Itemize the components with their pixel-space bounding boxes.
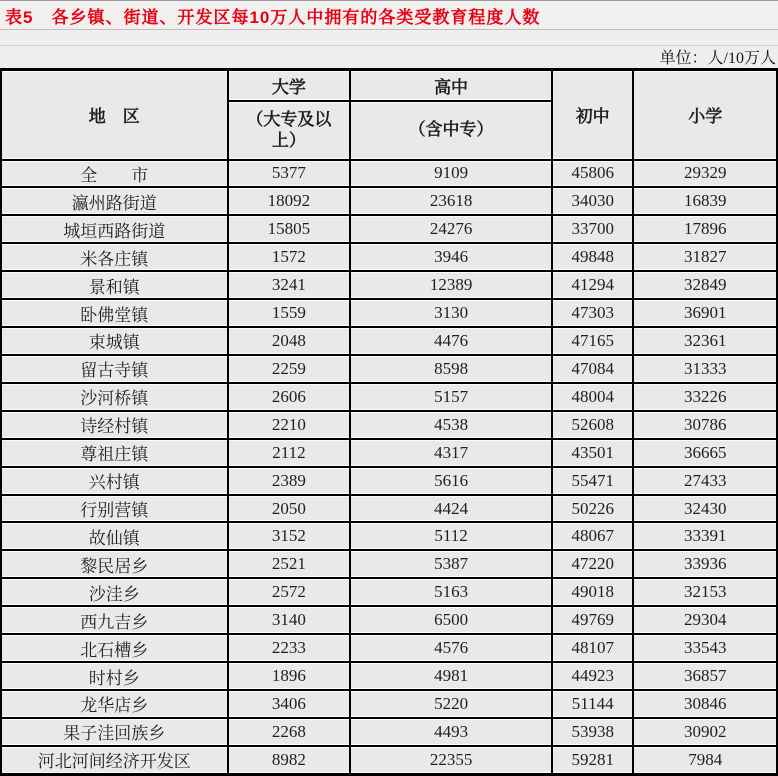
cell-university: 5377 — [228, 160, 351, 188]
cell-primary: 30846 — [633, 690, 777, 718]
cell-university: 3152 — [228, 522, 351, 550]
cell-primary: 16839 — [633, 187, 777, 215]
cell-region: 米各庄镇 — [1, 243, 228, 271]
cell-region: 时村乡 — [1, 662, 228, 690]
cell-university: 2268 — [228, 718, 351, 746]
cell-middle: 48107 — [552, 634, 633, 662]
cell-primary: 33543 — [633, 634, 777, 662]
cell-middle: 48004 — [552, 383, 633, 411]
table-row — [1, 411, 777, 439]
table-row — [1, 690, 777, 718]
table-row — [1, 187, 777, 215]
cell-primary: 32849 — [633, 271, 777, 299]
table-row — [1, 243, 777, 271]
cell-region: 景和镇 — [1, 271, 228, 299]
header-row-top — [1, 70, 777, 101]
cell-region: 行别营镇 — [1, 495, 228, 523]
cell-university: 2233 — [228, 634, 351, 662]
cell-region: 果子洼回族乡 — [1, 718, 228, 746]
cell-middle: 41294 — [552, 271, 633, 299]
cell-middle: 49018 — [552, 578, 633, 606]
cell-middle: 43501 — [552, 439, 633, 467]
header-region: 地 区 — [1, 70, 228, 160]
cell-university: 3241 — [228, 271, 351, 299]
cell-primary: 17896 — [633, 215, 777, 243]
table-row — [1, 634, 777, 662]
cell-region: 留古寺镇 — [1, 355, 228, 383]
cell-region: 故仙镇 — [1, 522, 228, 550]
cell-primary: 31333 — [633, 355, 777, 383]
cell-highschool: 9109 — [350, 160, 552, 188]
cell-highschool: 24276 — [350, 215, 552, 243]
table-row — [1, 606, 777, 634]
cell-region: 北石槽乡 — [1, 634, 228, 662]
cell-region: 河北河间经济开发区 — [1, 746, 228, 775]
cell-middle: 44923 — [552, 662, 633, 690]
cell-university: 1572 — [228, 243, 351, 271]
cell-highschool: 4493 — [350, 718, 552, 746]
cell-region: 沙河桥镇 — [1, 383, 228, 411]
cell-middle: 47220 — [552, 550, 633, 578]
header-university: 大学 — [228, 70, 351, 101]
table-row — [1, 467, 777, 495]
cell-university: 2050 — [228, 495, 351, 523]
cell-middle: 49769 — [552, 606, 633, 634]
page-title: 表5 各乡镇、街道、开发区每10万人中拥有的各类受教育程度人数 — [5, 7, 541, 27]
cell-highschool: 22355 — [350, 746, 552, 775]
cell-university: 2606 — [228, 383, 351, 411]
table-row — [1, 718, 777, 746]
cell-region: 诗经村镇 — [1, 411, 228, 439]
cell-region: 兴村镇 — [1, 467, 228, 495]
cell-region: 西九吉乡 — [1, 606, 228, 634]
table-row — [1, 215, 777, 243]
table-row — [1, 662, 777, 690]
table-row — [1, 746, 777, 775]
cell-primary: 29304 — [633, 606, 777, 634]
cell-primary: 27433 — [633, 467, 777, 495]
cell-middle: 33700 — [552, 215, 633, 243]
cell-primary: 31827 — [633, 243, 777, 271]
cell-primary: 30786 — [633, 411, 777, 439]
cell-university: 2210 — [228, 411, 351, 439]
cell-middle: 34030 — [552, 187, 633, 215]
cell-university: 2389 — [228, 467, 351, 495]
cell-highschool: 5220 — [350, 690, 552, 718]
cell-highschool: 4424 — [350, 495, 552, 523]
cell-university: 2048 — [228, 327, 351, 355]
table-row — [1, 550, 777, 578]
cell-highschool: 3946 — [350, 243, 552, 271]
cell-highschool: 5163 — [350, 578, 552, 606]
cell-middle: 45806 — [552, 160, 633, 188]
cell-university: 2521 — [228, 550, 351, 578]
table-row — [1, 439, 777, 467]
cell-university: 2572 — [228, 578, 351, 606]
cell-region: 瀛州路街道 — [1, 187, 228, 215]
cell-middle: 47084 — [552, 355, 633, 383]
table-row — [1, 383, 777, 411]
cell-highschool: 12389 — [350, 271, 552, 299]
cell-primary: 33391 — [633, 522, 777, 550]
cell-university: 1896 — [228, 662, 351, 690]
cell-primary: 33226 — [633, 383, 777, 411]
cell-middle: 47165 — [552, 327, 633, 355]
header-middle: 初中 — [552, 70, 633, 160]
cell-highschool: 6500 — [350, 606, 552, 634]
cell-region: 沙洼乡 — [1, 578, 228, 606]
cell-primary: 7984 — [633, 746, 777, 775]
spacer-strip — [0, 30, 778, 46]
cell-university: 15805 — [228, 215, 351, 243]
cell-middle: 52608 — [552, 411, 633, 439]
header-primary: 小学 — [633, 70, 777, 160]
cell-highschool: 4476 — [350, 327, 552, 355]
cell-region: 束城镇 — [1, 327, 228, 355]
header-university-sub: （大专及以上） — [228, 101, 351, 160]
cell-region: 全 市 — [1, 160, 228, 188]
cell-primary: 36665 — [633, 439, 777, 467]
table-header — [1, 70, 777, 160]
cell-region: 黎民居乡 — [1, 550, 228, 578]
cell-university: 1559 — [228, 299, 351, 327]
cell-university: 2259 — [228, 355, 351, 383]
table-body — [1, 160, 777, 775]
cell-highschool: 8598 — [350, 355, 552, 383]
cell-middle: 49848 — [552, 243, 633, 271]
cell-highschool: 4317 — [350, 439, 552, 467]
cell-middle: 48067 — [552, 522, 633, 550]
table-row — [1, 578, 777, 606]
cell-primary: 32430 — [633, 495, 777, 523]
cell-primary: 32153 — [633, 578, 777, 606]
cell-middle: 50226 — [552, 495, 633, 523]
cell-highschool: 5616 — [350, 467, 552, 495]
cell-middle: 51144 — [552, 690, 633, 718]
cell-university: 8982 — [228, 746, 351, 775]
unit-label: 单位：人/10万人 — [659, 50, 776, 67]
cell-highschool: 5112 — [350, 522, 552, 550]
cell-university: 2112 — [228, 439, 351, 467]
cell-university: 18092 — [228, 187, 351, 215]
cell-university: 3140 — [228, 606, 351, 634]
cell-highschool: 3130 — [350, 299, 552, 327]
cell-highschool: 5157 — [350, 383, 552, 411]
cell-highschool: 23618 — [350, 187, 552, 215]
education-table-wrap — [0, 68, 778, 776]
cell-primary: 33936 — [633, 550, 777, 578]
header-highschool: 高中 — [350, 70, 552, 101]
table-row — [1, 495, 777, 523]
cell-primary: 32361 — [633, 327, 777, 355]
table-row — [1, 271, 777, 299]
cell-primary: 30902 — [633, 718, 777, 746]
unit-bar — [0, 46, 778, 68]
cell-region: 尊祖庄镇 — [1, 439, 228, 467]
cell-highschool: 5387 — [350, 550, 552, 578]
cell-primary: 36857 — [633, 662, 777, 690]
education-table — [0, 68, 778, 776]
table-row — [1, 327, 777, 355]
cell-middle: 47303 — [552, 299, 633, 327]
table-row — [1, 299, 777, 327]
cell-highschool: 4576 — [350, 634, 552, 662]
cell-middle: 59281 — [552, 746, 633, 775]
table-row — [1, 355, 777, 383]
table-row — [1, 160, 777, 188]
cell-region: 龙华店乡 — [1, 690, 228, 718]
cell-primary: 29329 — [633, 160, 777, 188]
cell-middle: 53938 — [552, 718, 633, 746]
cell-region: 卧佛堂镇 — [1, 299, 228, 327]
header-highschool-sub: （含中专） — [350, 101, 552, 160]
cell-middle: 55471 — [552, 467, 633, 495]
table-row — [1, 522, 777, 550]
cell-university: 3406 — [228, 690, 351, 718]
cell-highschool: 4981 — [350, 662, 552, 690]
cell-highschool: 4538 — [350, 411, 552, 439]
title-bar — [0, 0, 778, 30]
cell-primary: 36901 — [633, 299, 777, 327]
cell-region: 城垣西路街道 — [1, 215, 228, 243]
